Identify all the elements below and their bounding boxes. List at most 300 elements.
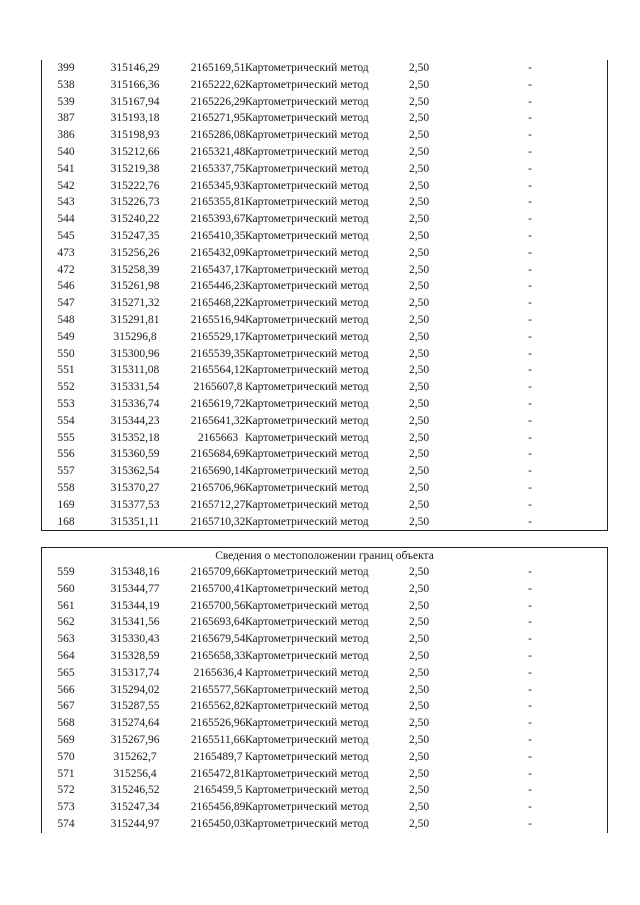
dash-cell: - xyxy=(528,700,532,713)
y-coordinate-cell: 2165577,56 xyxy=(190,683,246,696)
dash-cell: - xyxy=(528,633,532,646)
method-cell: Картометрический метод xyxy=(245,801,369,814)
table-row xyxy=(42,816,607,833)
method-cell: Картометрический метод xyxy=(245,733,369,746)
table-row xyxy=(42,799,607,816)
table-row xyxy=(42,144,607,161)
table-row xyxy=(42,480,607,497)
point-number-cell: 572 xyxy=(57,784,75,797)
method-cell: Картометрический метод xyxy=(245,145,369,158)
x-coordinate-cell: 315291,81 xyxy=(110,313,160,326)
point-number-cell: 547 xyxy=(57,297,75,310)
y-coordinate-cell: 2165693,64 xyxy=(190,616,246,629)
y-coordinate-cell: 2165456,89 xyxy=(190,801,246,814)
accuracy-cell: 2,50 xyxy=(408,717,430,730)
x-coordinate-cell: 315344,19 xyxy=(110,599,160,612)
table-row xyxy=(42,614,607,631)
x-coordinate-cell: 315344,23 xyxy=(110,414,160,427)
point-number-cell: 386 xyxy=(57,129,75,142)
point-number-cell: 563 xyxy=(57,633,75,646)
y-coordinate-cell: 2165432,09 xyxy=(190,246,246,259)
x-coordinate-cell: 315212,66 xyxy=(110,145,160,158)
table-row xyxy=(42,715,607,732)
x-coordinate-cell: 315317,74 xyxy=(110,666,160,679)
y-coordinate-cell: 2165679,54 xyxy=(190,633,246,646)
accuracy-cell: 2,50 xyxy=(408,330,430,343)
dash-cell: - xyxy=(528,95,532,108)
dash-cell: - xyxy=(528,666,532,679)
accuracy-cell: 2,50 xyxy=(408,263,430,276)
dash-cell: - xyxy=(528,784,532,797)
x-coordinate-cell: 315256,26 xyxy=(110,246,160,259)
table-row xyxy=(42,262,607,279)
accuracy-cell: 2,50 xyxy=(408,78,430,91)
dash-cell: - xyxy=(528,263,532,276)
table-row xyxy=(42,782,607,799)
method-cell: Картометрический метод xyxy=(245,263,369,276)
x-coordinate-cell: 315331,54 xyxy=(110,381,160,394)
method-cell: Картометрический метод xyxy=(245,330,369,343)
table-row xyxy=(42,463,607,480)
y-coordinate-cell: 2165539,35 xyxy=(190,347,246,360)
method-cell: Картометрический метод xyxy=(245,666,369,679)
point-number-cell: 545 xyxy=(57,229,75,242)
accuracy-cell: 2,50 xyxy=(408,784,430,797)
method-cell: Картометрический метод xyxy=(245,364,369,377)
y-coordinate-cell: 2165271,95 xyxy=(190,112,246,125)
point-number-cell: 387 xyxy=(57,112,75,125)
point-number-cell: 560 xyxy=(57,582,75,595)
y-coordinate-cell: 2165355,81 xyxy=(190,196,246,209)
table-row xyxy=(42,564,607,581)
point-number-cell: 399 xyxy=(57,62,75,74)
accuracy-cell: 2,50 xyxy=(408,313,430,326)
accuracy-cell: 2,50 xyxy=(408,129,430,142)
point-number-cell: 540 xyxy=(57,145,75,158)
dash-cell: - xyxy=(528,717,532,730)
accuracy-cell: 2,50 xyxy=(408,280,430,293)
x-coordinate-cell: 315262,7 xyxy=(113,750,157,763)
y-coordinate-cell: 2165321,48 xyxy=(190,145,246,158)
accuracy-cell: 2,50 xyxy=(408,582,430,595)
accuracy-cell: 2,50 xyxy=(408,448,430,461)
y-coordinate-cell: 2165712,27 xyxy=(190,498,246,511)
accuracy-cell: 2,50 xyxy=(408,683,430,696)
table-row xyxy=(42,446,607,463)
y-coordinate-cell: 2165700,56 xyxy=(190,599,246,612)
x-coordinate-cell: 315377,53 xyxy=(110,498,160,511)
method-cell: Картометрический метод xyxy=(245,196,369,209)
accuracy-cell: 2,50 xyxy=(408,381,430,394)
method-cell: Картометрический метод xyxy=(245,566,369,578)
table-row xyxy=(42,514,607,531)
table-row xyxy=(42,581,607,598)
point-number-cell: 561 xyxy=(57,599,75,612)
table-row xyxy=(42,598,607,615)
dash-cell: - xyxy=(528,313,532,326)
accuracy-cell: 2,50 xyxy=(408,616,430,629)
x-coordinate-cell: 315362,54 xyxy=(110,465,160,478)
dash-cell: - xyxy=(528,801,532,814)
accuracy-cell: 2,50 xyxy=(408,498,430,511)
point-number-cell: 551 xyxy=(57,364,75,377)
y-coordinate-cell: 2165690,14 xyxy=(190,465,246,478)
accuracy-cell: 2,50 xyxy=(408,733,430,746)
table-caption: Сведения о местоположении границ объекта xyxy=(215,550,434,562)
dash-cell: - xyxy=(528,145,532,158)
x-coordinate-cell: 315247,34 xyxy=(110,801,160,814)
dash-cell: - xyxy=(528,196,532,209)
accuracy-cell: 2,50 xyxy=(408,599,430,612)
y-coordinate-cell: 2165450,03 xyxy=(190,817,246,830)
x-coordinate-cell: 315341,56 xyxy=(110,616,160,629)
x-coordinate-cell: 315330,43 xyxy=(110,633,160,646)
accuracy-cell: 2,50 xyxy=(408,431,430,444)
accuracy-cell: 2,50 xyxy=(408,95,430,108)
method-cell: Картометрический метод xyxy=(245,784,369,797)
dash-cell: - xyxy=(528,750,532,763)
x-coordinate-cell: 315219,38 xyxy=(110,162,160,175)
dash-cell: - xyxy=(528,78,532,91)
y-coordinate-cell: 2165663 xyxy=(197,431,239,444)
point-number-cell: 542 xyxy=(57,179,75,192)
method-cell: Картометрический метод xyxy=(245,582,369,595)
accuracy-cell: 2,50 xyxy=(408,145,430,158)
dash-cell: - xyxy=(528,817,532,830)
table-row xyxy=(42,413,607,430)
point-number-cell: 168 xyxy=(57,515,75,528)
method-cell: Картометрический метод xyxy=(245,313,369,326)
point-number-cell: 556 xyxy=(57,448,75,461)
y-coordinate-cell: 2165345,93 xyxy=(190,179,246,192)
dash-cell: - xyxy=(528,397,532,410)
dash-cell: - xyxy=(528,297,532,310)
y-coordinate-cell: 2165516,94 xyxy=(190,313,246,326)
y-coordinate-cell: 2165222,62 xyxy=(190,78,246,91)
x-coordinate-cell: 315351,11 xyxy=(110,515,160,528)
x-coordinate-cell: 315198,93 xyxy=(110,129,160,142)
accuracy-cell: 2,50 xyxy=(408,364,430,377)
accuracy-cell: 2,50 xyxy=(408,750,430,763)
point-number-cell: 562 xyxy=(57,616,75,629)
method-cell: Картометрический метод xyxy=(245,347,369,360)
y-coordinate-cell: 2165337,75 xyxy=(190,162,246,175)
dash-cell: - xyxy=(528,246,532,259)
x-coordinate-cell: 315287,55 xyxy=(110,700,160,713)
point-number-cell: 554 xyxy=(57,414,75,427)
y-coordinate-cell: 2165658,33 xyxy=(190,649,246,662)
y-coordinate-cell: 2165607,8 xyxy=(193,381,243,394)
point-number-cell: 548 xyxy=(57,313,75,326)
point-number-cell: 573 xyxy=(57,801,75,814)
dash-cell: - xyxy=(528,280,532,293)
coordinates-table-lower xyxy=(41,547,608,833)
y-coordinate-cell: 2165459,5 xyxy=(193,784,243,797)
table-row xyxy=(42,228,607,245)
dash-cell: - xyxy=(528,229,532,242)
y-coordinate-cell: 2165641,32 xyxy=(190,414,246,427)
table-row xyxy=(42,194,607,211)
dash-cell: - xyxy=(528,179,532,192)
x-coordinate-cell: 315336,74 xyxy=(110,397,160,410)
table-row xyxy=(42,698,607,715)
x-coordinate-cell: 315294,02 xyxy=(110,683,160,696)
point-number-cell: 557 xyxy=(57,465,75,478)
method-cell: Картометрический метод xyxy=(245,700,369,713)
y-coordinate-cell: 2165706,96 xyxy=(190,481,246,494)
dash-cell: - xyxy=(528,213,532,226)
point-number-cell: 552 xyxy=(57,381,75,394)
y-coordinate-cell: 2165529,17 xyxy=(190,330,246,343)
point-number-cell: 564 xyxy=(57,649,75,662)
accuracy-cell: 2,50 xyxy=(408,465,430,478)
x-coordinate-cell: 315166,36 xyxy=(110,78,160,91)
x-coordinate-cell: 315360,59 xyxy=(110,448,160,461)
method-cell: Картометрический метод xyxy=(245,599,369,612)
table-row xyxy=(42,94,607,111)
method-cell: Картометрический метод xyxy=(245,649,369,662)
y-coordinate-cell: 2165636,4 xyxy=(193,666,243,679)
method-cell: Картометрический метод xyxy=(245,616,369,629)
y-coordinate-cell: 2165468,22 xyxy=(190,297,246,310)
table-row xyxy=(42,362,607,379)
point-number-cell: 570 xyxy=(57,750,75,763)
accuracy-cell: 2,50 xyxy=(408,633,430,646)
method-cell: Картометрический метод xyxy=(245,633,369,646)
method-cell: Картометрический метод xyxy=(245,448,369,461)
table-row xyxy=(42,295,607,312)
y-coordinate-cell: 2165562,82 xyxy=(190,700,246,713)
accuracy-cell: 2,50 xyxy=(408,767,430,780)
table-row xyxy=(42,60,607,77)
table-row xyxy=(42,178,607,195)
point-number-cell: 473 xyxy=(57,246,75,259)
point-number-cell: 472 xyxy=(57,263,75,276)
dash-cell: - xyxy=(528,767,532,780)
x-coordinate-cell: 315370,27 xyxy=(110,481,160,494)
y-coordinate-cell: 2165526,96 xyxy=(190,717,246,730)
dash-cell: - xyxy=(528,733,532,746)
y-coordinate-cell: 2165684,69 xyxy=(190,448,246,461)
table-row xyxy=(42,648,607,665)
accuracy-cell: 2,50 xyxy=(408,196,430,209)
x-coordinate-cell: 315146,29 xyxy=(110,62,160,74)
table-row xyxy=(42,497,607,514)
method-cell: Картометрический метод xyxy=(245,246,369,259)
table-row xyxy=(42,682,607,699)
accuracy-cell: 2,50 xyxy=(408,347,430,360)
accuracy-cell: 2,50 xyxy=(408,62,430,74)
table-row xyxy=(42,665,607,682)
method-cell: Картометрический метод xyxy=(245,229,369,242)
table-row xyxy=(42,77,607,94)
dash-cell: - xyxy=(528,498,532,511)
table-row xyxy=(42,245,607,262)
method-cell: Картометрический метод xyxy=(245,431,369,444)
point-number-cell: 538 xyxy=(57,78,75,91)
method-cell: Картометрический метод xyxy=(245,683,369,696)
table-row xyxy=(42,396,607,413)
point-number-cell: 550 xyxy=(57,347,75,360)
table-body xyxy=(42,564,607,833)
point-number-cell: 546 xyxy=(57,280,75,293)
dash-cell: - xyxy=(528,448,532,461)
dash-cell: - xyxy=(528,112,532,125)
table-row xyxy=(42,211,607,228)
point-number-cell: 568 xyxy=(57,717,75,730)
point-number-cell: 544 xyxy=(57,213,75,226)
accuracy-cell: 2,50 xyxy=(408,179,430,192)
method-cell: Картометрический метод xyxy=(245,414,369,427)
x-coordinate-cell: 315226,73 xyxy=(110,196,160,209)
point-number-cell: 569 xyxy=(57,733,75,746)
y-coordinate-cell: 2165286,08 xyxy=(190,129,246,142)
y-coordinate-cell: 2165446,23 xyxy=(190,280,246,293)
accuracy-cell: 2,50 xyxy=(408,112,430,125)
method-cell: Картометрический метод xyxy=(245,465,369,478)
dash-cell: - xyxy=(528,381,532,394)
dash-cell: - xyxy=(528,431,532,444)
x-coordinate-cell: 315267,96 xyxy=(110,733,160,746)
y-coordinate-cell: 2165437,17 xyxy=(190,263,246,276)
dash-cell: - xyxy=(528,364,532,377)
x-coordinate-cell: 315247,35 xyxy=(110,229,160,242)
point-number-cell: 559 xyxy=(57,566,75,578)
point-number-cell: 566 xyxy=(57,683,75,696)
method-cell: Картометрический метод xyxy=(245,95,369,108)
point-number-cell: 553 xyxy=(57,397,75,410)
x-coordinate-cell: 315222,76 xyxy=(110,179,160,192)
method-cell: Картометрический метод xyxy=(245,767,369,780)
dash-cell: - xyxy=(528,414,532,427)
table-row xyxy=(42,430,607,447)
point-number-cell: 541 xyxy=(57,162,75,175)
y-coordinate-cell: 2165710,32 xyxy=(190,515,246,528)
x-coordinate-cell: 315296,8 xyxy=(113,330,157,343)
x-coordinate-cell: 315167,94 xyxy=(110,95,160,108)
accuracy-cell: 2,50 xyxy=(408,397,430,410)
x-coordinate-cell: 315274,64 xyxy=(110,717,160,730)
method-cell: Картометрический метод xyxy=(245,179,369,192)
y-coordinate-cell: 2165410,35 xyxy=(190,229,246,242)
x-coordinate-cell: 315311,08 xyxy=(110,364,160,377)
point-number-cell: 543 xyxy=(57,196,75,209)
x-coordinate-cell: 315246,52 xyxy=(110,784,160,797)
dash-cell: - xyxy=(528,582,532,595)
x-coordinate-cell: 315344,77 xyxy=(110,582,160,595)
method-cell: Картометрический метод xyxy=(245,213,369,226)
x-coordinate-cell: 315256,4 xyxy=(113,767,157,780)
x-coordinate-cell: 315271,32 xyxy=(110,297,160,310)
point-number-cell: 549 xyxy=(57,330,75,343)
table-row xyxy=(42,329,607,346)
x-coordinate-cell: 315348,16 xyxy=(110,566,160,578)
y-coordinate-cell: 2165709,66 xyxy=(190,566,246,578)
dash-cell: - xyxy=(528,62,532,74)
table-row xyxy=(42,161,607,178)
x-coordinate-cell: 315328,59 xyxy=(110,649,160,662)
accuracy-cell: 2,50 xyxy=(408,213,430,226)
method-cell: Картометрический метод xyxy=(245,280,369,293)
table-row xyxy=(42,749,607,766)
table-row xyxy=(42,346,607,363)
accuracy-cell: 2,50 xyxy=(408,515,430,528)
accuracy-cell: 2,50 xyxy=(408,229,430,242)
accuracy-cell: 2,50 xyxy=(408,700,430,713)
point-number-cell: 567 xyxy=(57,700,75,713)
point-number-cell: 558 xyxy=(57,481,75,494)
table-row xyxy=(42,732,607,749)
y-coordinate-cell: 2165619,72 xyxy=(190,397,246,410)
accuracy-cell: 2,50 xyxy=(408,801,430,814)
method-cell: Картометрический метод xyxy=(245,78,369,91)
method-cell: Картометрический метод xyxy=(245,515,369,528)
y-coordinate-cell: 2165489,7 xyxy=(193,750,243,763)
point-number-cell: 574 xyxy=(57,817,75,830)
accuracy-cell: 2,50 xyxy=(408,246,430,259)
table-row xyxy=(42,766,607,783)
accuracy-cell: 2,50 xyxy=(408,414,430,427)
method-cell: Картометрический метод xyxy=(245,750,369,763)
dash-cell: - xyxy=(528,330,532,343)
accuracy-cell: 2,50 xyxy=(408,162,430,175)
y-coordinate-cell: 2165511,66 xyxy=(190,733,246,746)
y-coordinate-cell: 2165169,51 xyxy=(190,62,246,74)
y-coordinate-cell: 2165393,67 xyxy=(190,213,246,226)
point-number-cell: 539 xyxy=(57,95,75,108)
y-coordinate-cell: 2165564,12 xyxy=(190,364,246,377)
accuracy-cell: 2,50 xyxy=(408,666,430,679)
accuracy-cell: 2,50 xyxy=(408,297,430,310)
table-row xyxy=(42,127,607,144)
dash-cell: - xyxy=(528,465,532,478)
dash-cell: - xyxy=(528,515,532,528)
point-number-cell: 555 xyxy=(57,431,75,444)
method-cell: Картометрический метод xyxy=(245,817,369,830)
dash-cell: - xyxy=(528,481,532,494)
method-cell: Картометрический метод xyxy=(245,498,369,511)
x-coordinate-cell: 315261,98 xyxy=(110,280,160,293)
accuracy-cell: 2,50 xyxy=(408,649,430,662)
method-cell: Картометрический метод xyxy=(245,717,369,730)
dash-cell: - xyxy=(528,129,532,142)
method-cell: Картометрический метод xyxy=(245,129,369,142)
x-coordinate-cell: 315352,18 xyxy=(110,431,160,444)
y-coordinate-cell: 2165226,29 xyxy=(190,95,246,108)
x-coordinate-cell: 315240,22 xyxy=(110,213,160,226)
method-cell: Картометрический метод xyxy=(245,397,369,410)
x-coordinate-cell: 315258,39 xyxy=(110,263,160,276)
accuracy-cell: 2,50 xyxy=(408,566,430,578)
dash-cell: - xyxy=(528,649,532,662)
coordinates-table-upper xyxy=(41,60,608,531)
table-row xyxy=(42,379,607,396)
x-coordinate-cell: 315300,96 xyxy=(110,347,160,360)
accuracy-cell: 2,50 xyxy=(408,481,430,494)
method-cell: Картометрический метод xyxy=(245,62,369,74)
table-row xyxy=(42,312,607,329)
x-coordinate-cell: 315244,97 xyxy=(110,817,160,830)
dash-cell: - xyxy=(528,599,532,612)
method-cell: Картометрический метод xyxy=(245,297,369,310)
method-cell: Картометрический метод xyxy=(245,162,369,175)
x-coordinate-cell: 315193,18 xyxy=(110,112,160,125)
dash-cell: - xyxy=(528,566,532,578)
point-number-cell: 571 xyxy=(57,767,75,780)
dash-cell: - xyxy=(528,162,532,175)
method-cell: Картометрический метод xyxy=(245,481,369,494)
y-coordinate-cell: 2165700,41 xyxy=(190,582,246,595)
